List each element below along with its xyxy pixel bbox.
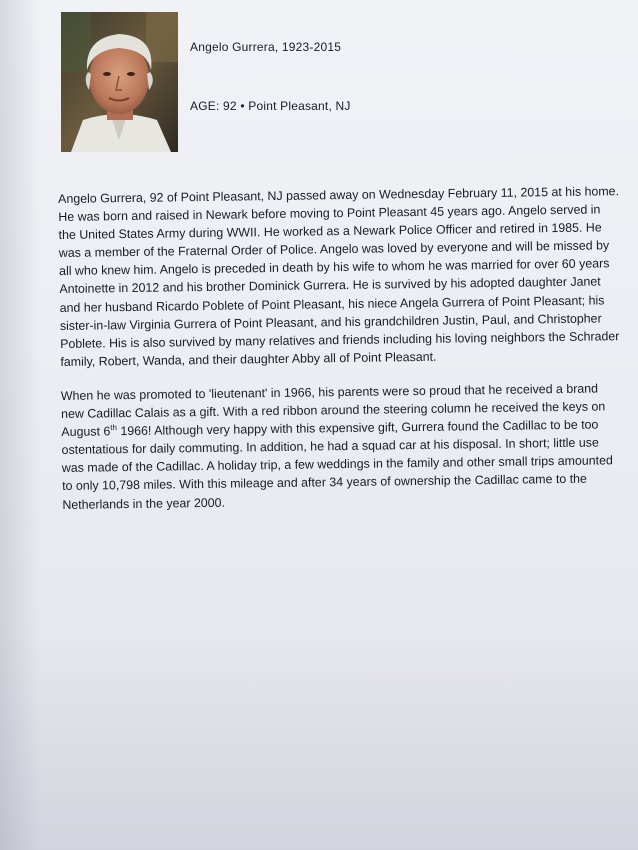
text-line: to only 10,798 miles. With this mileage and after 34 years of ownership the Cadillac came to the (62, 472, 587, 494)
header-name-dates: Angelo Gurrera, 1923-2015 (190, 40, 342, 54)
text-line: He was born and raised in Newark before moving to Point Pleasant 45 years ago. Angelo served in (58, 202, 601, 225)
text-line: was a member of the Fraternal Order of Police. Angelo was loved by everyone and will be missed by (58, 238, 610, 261)
paper-shadow-bottom (0, 630, 638, 850)
ordinal-suffix: th (110, 423, 117, 433)
cadillac-story-paragraph (61, 379, 633, 514)
age-label: AGE: (190, 99, 220, 113)
text-line: Antoinette in 2012 and his brother Dominick Gurrera. He is survived by his adopted daughter Janet (59, 274, 601, 297)
text-line: new Cadillac Calais as a gift. With a red ribbon around the steering column he received the keys on (61, 399, 606, 422)
date-text: August 6 (61, 424, 111, 440)
text-line: When he was promoted to 'lieutenant' in 1966, his parents were so proud that he received a brand (60, 381, 599, 403)
header-age-location (190, 99, 351, 113)
text-line: and her husband Ricardo Poblete of Point Pleasant, his niece Angela Gurrera of Point Pleasant; his (59, 292, 605, 315)
text-line: the United States Army during WWII. He worked as a Newark Police Officer and retired in 1985. He (58, 220, 602, 243)
location-text: Point Pleasant, NJ (248, 99, 351, 113)
age-value: 92 (223, 99, 237, 113)
text-line: was made of the Cadillac. A holiday trip, a few weddings in the family and other small trips amounted (61, 453, 613, 476)
text-line: Poblete. His is also survived by many relatives and friends including his loving neighbors the Schrader (60, 328, 620, 351)
text-line: Angelo Gurrera, 92 of Point Pleasant, NJ passed away on Wednesday February 11, 2015 at his home. (58, 184, 620, 206)
document-body (58, 182, 633, 530)
portrait-photo (61, 12, 178, 152)
text-fragment: 1966! Although very happy with this expensive gift, Gurrera found the Cadillac to be too (116, 417, 599, 439)
separator-bullet: • (240, 99, 245, 113)
text-line: sister-in-law Virginia Gurrera of Point Pleasant, and his grandchildren Justin, Paul, and Christopher (59, 311, 602, 333)
text-line: Netherlands in the year 2000. (62, 495, 226, 512)
obituary-paragraph (58, 182, 630, 371)
text-line: family, Robert, Wanda, and their daughter Abby all of Point Pleasant. (60, 349, 437, 369)
text-line: all who knew him. Angelo is preceded in death by his wife to whom he was married for over 60 years (59, 256, 610, 279)
text-line: ostentatious for daily commuting. In addition, he had a squad car at his disposal. In short; little use (61, 435, 599, 458)
